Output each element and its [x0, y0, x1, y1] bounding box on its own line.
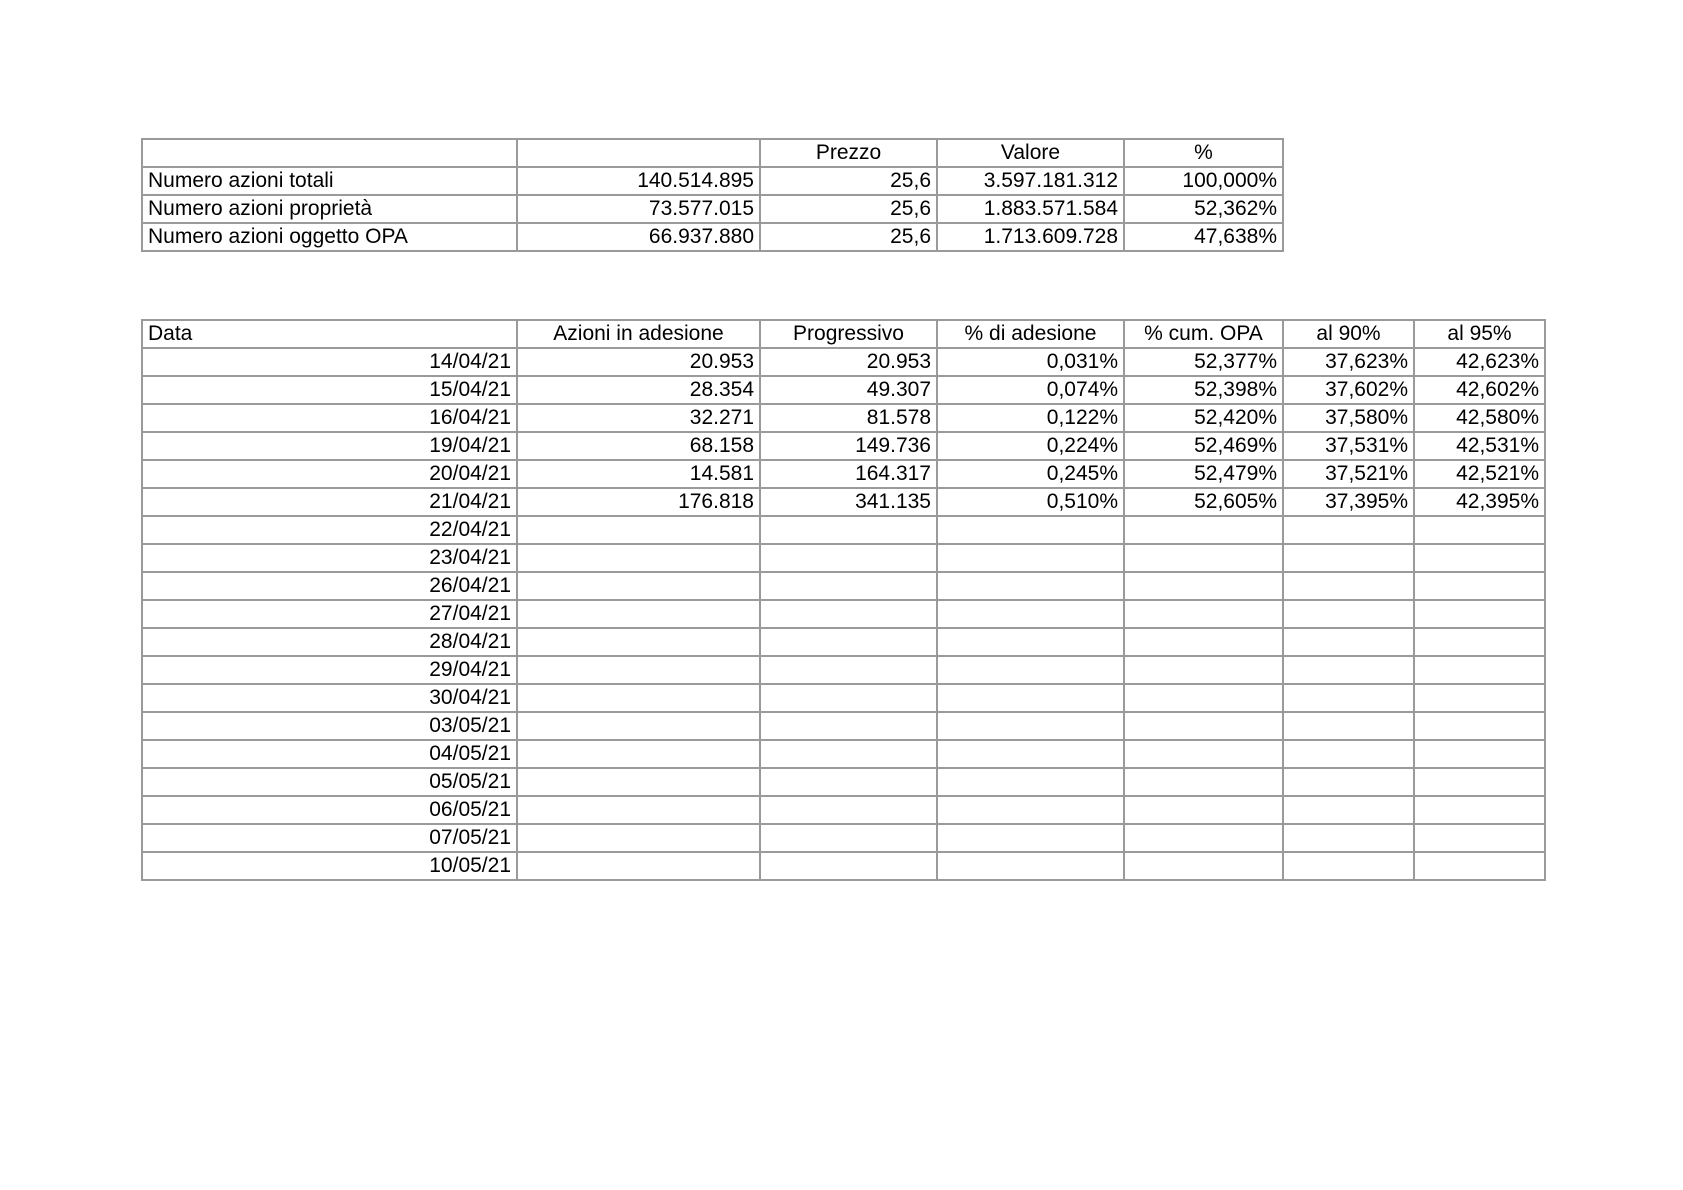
adhesion-cell	[1283, 572, 1414, 600]
adhesion-cell	[1283, 796, 1414, 824]
adhesion-row	[142, 768, 1545, 796]
adhesion-cell: 0,122%	[937, 404, 1124, 432]
adhesion-cell: 04/05/21	[142, 740, 517, 768]
adhesion-cell	[1414, 600, 1545, 628]
adhesion-cell	[517, 768, 760, 796]
adhesion-cell	[937, 544, 1124, 572]
summary-header-cell: Valore	[937, 139, 1124, 167]
adhesion-row	[142, 824, 1545, 852]
adhesion-cell	[937, 684, 1124, 712]
adhesion-cell	[937, 516, 1124, 544]
adhesion-cell	[937, 824, 1124, 852]
summary-header-cell: Prezzo	[760, 139, 937, 167]
adhesion-row	[142, 600, 1545, 628]
adhesion-table-body	[142, 320, 1545, 880]
adhesion-cell: 05/05/21	[142, 768, 517, 796]
adhesion-cell	[1124, 768, 1283, 796]
adhesion-cell: 52,377%	[1124, 348, 1283, 376]
adhesion-cell: 37,602%	[1283, 376, 1414, 404]
adhesion-cell	[760, 740, 937, 768]
adhesion-cell	[760, 656, 937, 684]
adhesion-cell: 37,623%	[1283, 348, 1414, 376]
adhesion-cell: 23/04/21	[142, 544, 517, 572]
adhesion-cell	[760, 600, 937, 628]
summary-cell: 3.597.181.312	[937, 167, 1124, 195]
adhesion-cell: 10/05/21	[142, 852, 517, 880]
adhesion-cell: 149.736	[760, 432, 937, 460]
adhesion-cell: 52,469%	[1124, 432, 1283, 460]
adhesion-cell: 03/05/21	[142, 712, 517, 740]
adhesion-cell: 16/04/21	[142, 404, 517, 432]
adhesion-row	[142, 404, 1545, 432]
adhesion-cell: 07/05/21	[142, 824, 517, 852]
adhesion-cell	[1124, 824, 1283, 852]
adhesion-cell: 37,521%	[1283, 460, 1414, 488]
adhesion-cell	[1414, 628, 1545, 656]
adhesion-cell	[1414, 852, 1545, 880]
adhesion-cell	[760, 852, 937, 880]
adhesion-cell	[1124, 544, 1283, 572]
adhesion-cell	[1124, 516, 1283, 544]
adhesion-cell: 30/04/21	[142, 684, 517, 712]
adhesion-cell: 0,245%	[937, 460, 1124, 488]
adhesion-cell: 22/04/21	[142, 516, 517, 544]
adhesion-cell	[1124, 684, 1283, 712]
adhesion-cell: 21/04/21	[142, 488, 517, 516]
adhesion-cell	[937, 852, 1124, 880]
adhesion-cell: 164.317	[760, 460, 937, 488]
adhesion-cell	[760, 628, 937, 656]
adhesion-cell: 42,602%	[1414, 376, 1545, 404]
adhesion-table	[141, 319, 1546, 881]
adhesion-row	[142, 572, 1545, 600]
adhesion-cell	[517, 544, 760, 572]
adhesion-cell	[517, 572, 760, 600]
adhesion-cell	[1283, 628, 1414, 656]
adhesion-header-cell: Azioni in adesione	[517, 320, 760, 348]
adhesion-cell	[937, 600, 1124, 628]
adhesion-cell: 27/04/21	[142, 600, 517, 628]
adhesion-cell	[1283, 544, 1414, 572]
adhesion-cell: 37,531%	[1283, 432, 1414, 460]
adhesion-cell	[1124, 628, 1283, 656]
adhesion-cell	[517, 824, 760, 852]
adhesion-row	[142, 712, 1545, 740]
summary-cell: 1.883.571.584	[937, 195, 1124, 223]
adhesion-cell	[517, 600, 760, 628]
adhesion-cell: 341.135	[760, 488, 937, 516]
adhesion-cell	[760, 572, 937, 600]
adhesion-row	[142, 852, 1545, 880]
adhesion-cell	[1414, 712, 1545, 740]
adhesion-cell	[1124, 712, 1283, 740]
adhesion-cell	[1414, 768, 1545, 796]
adhesion-header-cell: % cum. OPA	[1124, 320, 1283, 348]
adhesion-row	[142, 796, 1545, 824]
adhesion-cell	[517, 740, 760, 768]
adhesion-cell: 29/04/21	[142, 656, 517, 684]
adhesion-cell	[1283, 712, 1414, 740]
adhesion-header-row	[142, 320, 1545, 348]
adhesion-cell	[937, 572, 1124, 600]
adhesion-cell	[937, 796, 1124, 824]
adhesion-cell	[1124, 600, 1283, 628]
adhesion-cell: 42,623%	[1414, 348, 1545, 376]
adhesion-header-cell: al 90%	[1283, 320, 1414, 348]
adhesion-header-cell: Data	[142, 320, 517, 348]
adhesion-cell: 52,420%	[1124, 404, 1283, 432]
adhesion-cell	[1124, 796, 1283, 824]
adhesion-cell: 26/04/21	[142, 572, 517, 600]
adhesion-row	[142, 544, 1545, 572]
summary-cell: Numero azioni oggetto OPA	[142, 223, 517, 251]
adhesion-row	[142, 740, 1545, 768]
adhesion-cell: 42,580%	[1414, 404, 1545, 432]
adhesion-cell	[517, 684, 760, 712]
adhesion-cell: 14/04/21	[142, 348, 517, 376]
adhesion-cell	[937, 712, 1124, 740]
summary-row	[142, 223, 1283, 251]
adhesion-cell	[1414, 572, 1545, 600]
adhesion-cell: 20.953	[760, 348, 937, 376]
adhesion-cell	[517, 628, 760, 656]
adhesion-cell	[1414, 796, 1545, 824]
summary-table-body	[142, 139, 1283, 251]
adhesion-cell: 68.158	[517, 432, 760, 460]
adhesion-header-cell: Progressivo	[760, 320, 937, 348]
adhesion-cell: 28/04/21	[142, 628, 517, 656]
adhesion-cell	[1124, 852, 1283, 880]
adhesion-cell	[1283, 768, 1414, 796]
summary-cell: 140.514.895	[517, 167, 760, 195]
adhesion-cell	[760, 712, 937, 740]
adhesion-cell: 20/04/21	[142, 460, 517, 488]
adhesion-cell: 28.354	[517, 376, 760, 404]
adhesion-cell	[1283, 740, 1414, 768]
summary-cell: 25,6	[760, 223, 937, 251]
adhesion-cell	[937, 740, 1124, 768]
adhesion-cell: 0,031%	[937, 348, 1124, 376]
adhesion-header-cell: % di adesione	[937, 320, 1124, 348]
adhesion-header-cell: al 95%	[1414, 320, 1545, 348]
adhesion-cell	[1283, 824, 1414, 852]
adhesion-cell: 52,398%	[1124, 376, 1283, 404]
adhesion-row	[142, 432, 1545, 460]
adhesion-cell	[1124, 656, 1283, 684]
adhesion-cell	[1283, 516, 1414, 544]
adhesion-cell: 42,395%	[1414, 488, 1545, 516]
summary-cell: 1.713.609.728	[937, 223, 1124, 251]
adhesion-cell	[517, 656, 760, 684]
summary-cell: 52,362%	[1124, 195, 1283, 223]
adhesion-row	[142, 348, 1545, 376]
summary-cell: 47,638%	[1124, 223, 1283, 251]
adhesion-cell	[1124, 740, 1283, 768]
summary-cell: 73.577.015	[517, 195, 760, 223]
adhesion-cell	[937, 628, 1124, 656]
adhesion-cell: 15/04/21	[142, 376, 517, 404]
summary-cell: 100,000%	[1124, 167, 1283, 195]
summary-header-cell	[517, 139, 760, 167]
adhesion-cell	[1414, 544, 1545, 572]
adhesion-cell: 81.578	[760, 404, 937, 432]
adhesion-row	[142, 628, 1545, 656]
summary-header-cell: %	[1124, 139, 1283, 167]
adhesion-row	[142, 488, 1545, 516]
adhesion-cell	[1414, 740, 1545, 768]
adhesion-cell: 49.307	[760, 376, 937, 404]
adhesion-cell	[760, 796, 937, 824]
summary-cell: Numero azioni proprietà	[142, 195, 517, 223]
adhesion-cell	[1283, 600, 1414, 628]
adhesion-cell	[760, 768, 937, 796]
adhesion-cell	[517, 852, 760, 880]
adhesion-cell	[937, 768, 1124, 796]
adhesion-cell: 14.581	[517, 460, 760, 488]
summary-header-row	[142, 139, 1283, 167]
adhesion-cell: 32.271	[517, 404, 760, 432]
adhesion-cell	[517, 712, 760, 740]
adhesion-cell	[937, 656, 1124, 684]
adhesion-cell: 52,605%	[1124, 488, 1283, 516]
adhesion-cell: 176.818	[517, 488, 760, 516]
summary-cell: 66.937.880	[517, 223, 760, 251]
summary-table	[141, 138, 1284, 252]
adhesion-cell	[1283, 852, 1414, 880]
adhesion-cell: 0,074%	[937, 376, 1124, 404]
adhesion-cell: 42,521%	[1414, 460, 1545, 488]
adhesion-cell	[760, 544, 937, 572]
summary-cell: 25,6	[760, 195, 937, 223]
adhesion-cell	[517, 796, 760, 824]
adhesion-row	[142, 684, 1545, 712]
summary-cell: 25,6	[760, 167, 937, 195]
adhesion-cell	[1283, 656, 1414, 684]
adhesion-cell: 0,224%	[937, 432, 1124, 460]
adhesion-cell	[760, 516, 937, 544]
adhesion-row	[142, 656, 1545, 684]
adhesion-cell: 19/04/21	[142, 432, 517, 460]
adhesion-cell	[1124, 572, 1283, 600]
adhesion-cell	[1414, 824, 1545, 852]
adhesion-row	[142, 516, 1545, 544]
adhesion-cell: 06/05/21	[142, 796, 517, 824]
adhesion-cell	[760, 684, 937, 712]
adhesion-cell	[1283, 684, 1414, 712]
adhesion-row	[142, 376, 1545, 404]
summary-row	[142, 195, 1283, 223]
adhesion-cell	[1414, 656, 1545, 684]
adhesion-row	[142, 460, 1545, 488]
adhesion-cell: 37,395%	[1283, 488, 1414, 516]
summary-header-cell	[142, 139, 517, 167]
adhesion-cell: 52,479%	[1124, 460, 1283, 488]
adhesion-cell: 37,580%	[1283, 404, 1414, 432]
summary-row	[142, 167, 1283, 195]
summary-cell: Numero azioni totali	[142, 167, 517, 195]
adhesion-cell	[1414, 516, 1545, 544]
adhesion-cell: 42,531%	[1414, 432, 1545, 460]
adhesion-cell: 20.953	[517, 348, 760, 376]
adhesion-cell: 0,510%	[937, 488, 1124, 516]
adhesion-cell	[1414, 684, 1545, 712]
adhesion-cell	[517, 516, 760, 544]
adhesion-cell	[760, 824, 937, 852]
